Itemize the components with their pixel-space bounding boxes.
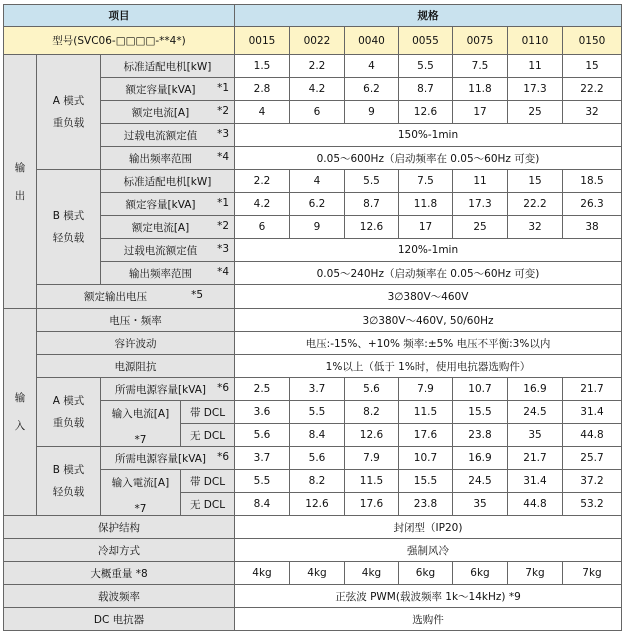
dcl-label: 带 DCL xyxy=(181,470,235,493)
model-col: 0040 xyxy=(345,27,399,55)
cell: 38 xyxy=(563,216,622,239)
cell: 7.5 xyxy=(399,170,453,193)
cell: 5.5 xyxy=(290,401,345,424)
model-col: 0055 xyxy=(399,27,453,55)
cell: 5.5 xyxy=(345,170,399,193)
cell: 11 xyxy=(453,170,508,193)
row-label: 输出频率范围 *4 xyxy=(101,147,235,170)
model-col: 0110 xyxy=(508,27,563,55)
cell: 53.2 xyxy=(563,493,622,516)
cell: 31.4 xyxy=(508,470,563,493)
cell: 24.5 xyxy=(508,401,563,424)
span-cell: 3∅380V～460V, 50/60Hz xyxy=(235,309,622,332)
table-row xyxy=(4,539,622,562)
row-label: DC 电抗器 xyxy=(4,608,235,631)
cell: 1.5 xyxy=(235,55,290,78)
cell: 9 xyxy=(345,101,399,124)
cell: 12.6 xyxy=(290,493,345,516)
output-a-mode-label: A 模式 重负载 xyxy=(37,55,101,170)
cell: 8.4 xyxy=(235,493,290,516)
row-label: 额定容量[kVA] *1 xyxy=(101,78,235,101)
cell: 2.2 xyxy=(235,170,290,193)
cell: 4 xyxy=(345,55,399,78)
cell: 25 xyxy=(453,216,508,239)
cell: 5.5 xyxy=(235,470,290,493)
model-col: 0022 xyxy=(290,27,345,55)
table-row xyxy=(4,447,622,470)
cell: 3.6 xyxy=(235,401,290,424)
cell: 6kg xyxy=(453,562,508,585)
cell: 7kg xyxy=(508,562,563,585)
table-row xyxy=(4,585,622,608)
dcl-label: 无 DCL xyxy=(181,424,235,447)
cell: 31.4 xyxy=(563,401,622,424)
cell: 24.5 xyxy=(453,470,508,493)
row-label: 输出频率范围 *4 xyxy=(101,262,235,285)
row-label: 输入电流[A] *7 xyxy=(101,401,181,447)
cell: 17 xyxy=(399,216,453,239)
cell: 7kg xyxy=(563,562,622,585)
cell: 12.6 xyxy=(399,101,453,124)
span-cell: 封闭型（IP20) xyxy=(235,516,622,539)
cell: 8.2 xyxy=(290,470,345,493)
table-row xyxy=(4,562,622,585)
cell: 4kg xyxy=(235,562,290,585)
cell: 35 xyxy=(508,424,563,447)
cell: 26.3 xyxy=(563,193,622,216)
cell: 17 xyxy=(453,101,508,124)
cell: 7.9 xyxy=(399,378,453,401)
row-label: 额定容量[kVA] *1 xyxy=(101,193,235,216)
cell: 11.8 xyxy=(399,193,453,216)
row-label: 电源阻抗 xyxy=(37,355,235,378)
cell: 4.2 xyxy=(235,193,290,216)
cell: 4kg xyxy=(345,562,399,585)
cell: 32 xyxy=(508,216,563,239)
row-label: 所需电源容量[kVA] *6 xyxy=(101,447,235,470)
header-spec: 规格 xyxy=(235,5,622,27)
cell: 35 xyxy=(453,493,508,516)
cell: 12.6 xyxy=(345,216,399,239)
row-label: 额定输出电压 *5 xyxy=(37,285,235,309)
row-label: 冷却方式 xyxy=(4,539,235,562)
cell: 17.3 xyxy=(508,78,563,101)
cell: 21.7 xyxy=(508,447,563,470)
cell: 11 xyxy=(508,55,563,78)
cell: 25.7 xyxy=(563,447,622,470)
table-row xyxy=(4,608,622,631)
row-label: 额定电流[A] *2 xyxy=(101,101,235,124)
row-label: 保护结构 xyxy=(4,516,235,539)
cell: 23.8 xyxy=(399,493,453,516)
cell: 4 xyxy=(290,170,345,193)
span-cell: 正弦波 PWM(载波频率 1k～14kHz) *9 xyxy=(235,585,622,608)
cell: 4.2 xyxy=(290,78,345,101)
cell: 17.6 xyxy=(399,424,453,447)
row-label: 标准适配电机[kW] xyxy=(101,170,235,193)
cell: 44.8 xyxy=(563,424,622,447)
table-row xyxy=(4,378,622,401)
cell: 4kg xyxy=(290,562,345,585)
cell: 5.6 xyxy=(235,424,290,447)
span-cell: 1%以上（低于 1%时，使用电抗器选购件） xyxy=(235,355,622,378)
cell: 17.3 xyxy=(453,193,508,216)
row-label: 大概重量 *8 xyxy=(4,562,235,585)
cell: 32 xyxy=(563,101,622,124)
row-label: 所需电源容量[kVA] *6 xyxy=(101,378,235,401)
cell: 8.4 xyxy=(290,424,345,447)
row-label: 标准适配电机[kW] xyxy=(101,55,235,78)
cell: 8.7 xyxy=(399,78,453,101)
table-row xyxy=(4,55,622,78)
span-cell: 150%-1min xyxy=(235,124,622,147)
cell: 44.8 xyxy=(508,493,563,516)
span-cell: 强制风冷 xyxy=(235,539,622,562)
spec-table xyxy=(3,4,622,631)
cell: 11.8 xyxy=(453,78,508,101)
span-cell: 3∅380V～460V xyxy=(235,285,622,309)
cell: 6.2 xyxy=(290,193,345,216)
cell: 6 xyxy=(290,101,345,124)
model-col: 0150 xyxy=(563,27,622,55)
cell: 2.8 xyxy=(235,78,290,101)
cell: 16.9 xyxy=(453,447,508,470)
row-label: 额定电流[A] *2 xyxy=(101,216,235,239)
span-cell: 选购件 xyxy=(235,608,622,631)
span-cell: 0.05～600Hz（启动频率在 0.05～60Hz 可变) xyxy=(235,147,622,170)
cell: 22.2 xyxy=(563,78,622,101)
cell: 15 xyxy=(563,55,622,78)
dcl-label: 带 DCL xyxy=(181,401,235,424)
cell: 2.5 xyxy=(235,378,290,401)
table-row xyxy=(4,170,622,193)
model-col: 0075 xyxy=(453,27,508,55)
cell: 23.8 xyxy=(453,424,508,447)
cell: 5.6 xyxy=(345,378,399,401)
table-row xyxy=(4,355,622,378)
cell: 6.2 xyxy=(345,78,399,101)
table-row xyxy=(4,332,622,355)
row-label: 过载电流额定值 *3 xyxy=(101,124,235,147)
cell: 10.7 xyxy=(453,378,508,401)
cell: 8.2 xyxy=(345,401,399,424)
output-b-mode-label: B 模式 轻负载 xyxy=(37,170,101,285)
input-b-mode-label: B 模式 轻负载 xyxy=(37,447,101,516)
row-label: 输入電流[A] *7 xyxy=(101,470,181,516)
cell: 2.2 xyxy=(290,55,345,78)
cell: 11.5 xyxy=(345,470,399,493)
cell: 12.6 xyxy=(345,424,399,447)
cell: 25 xyxy=(508,101,563,124)
cell: 6kg xyxy=(399,562,453,585)
cell: 9 xyxy=(290,216,345,239)
model-col: 0015 xyxy=(235,27,290,55)
cell: 15.5 xyxy=(453,401,508,424)
cell: 22.2 xyxy=(508,193,563,216)
cell: 5.5 xyxy=(399,55,453,78)
cell: 15 xyxy=(508,170,563,193)
span-cell: 120%-1min xyxy=(235,239,622,262)
span-cell: 0.05～240Hz（启动频率在 0.05～60Hz 可变) xyxy=(235,262,622,285)
cell: 21.7 xyxy=(563,378,622,401)
header-item: 项目 xyxy=(4,5,235,27)
model-row xyxy=(4,27,622,55)
dcl-label: 无 DCL xyxy=(181,493,235,516)
table-row xyxy=(4,285,622,309)
cell: 5.6 xyxy=(290,447,345,470)
cell: 3.7 xyxy=(235,447,290,470)
cell: 15.5 xyxy=(399,470,453,493)
cell: 8.7 xyxy=(345,193,399,216)
input-category: 输 入 xyxy=(4,309,37,516)
model-label: 型号(SVC06-□□□□-**4*) xyxy=(4,27,235,55)
row-label: 电压・频率 xyxy=(37,309,235,332)
cell: 16.9 xyxy=(508,378,563,401)
cell: 3.7 xyxy=(290,378,345,401)
cell: 7.9 xyxy=(345,447,399,470)
cell: 4 xyxy=(235,101,290,124)
cell: 37.2 xyxy=(563,470,622,493)
output-category: 输 出 xyxy=(4,55,37,309)
cell: 11.5 xyxy=(399,401,453,424)
row-label: 载波频率 xyxy=(4,585,235,608)
cell: 10.7 xyxy=(399,447,453,470)
row-label: 容许波动 xyxy=(37,332,235,355)
table-row xyxy=(4,309,622,332)
span-cell: 电压:-15%、+10% 频率:±5% 电压不平衡:3%以内 xyxy=(235,332,622,355)
table-row xyxy=(4,516,622,539)
cell: 17.6 xyxy=(345,493,399,516)
header-row xyxy=(4,5,622,27)
input-a-mode-label: A 模式 重负载 xyxy=(37,378,101,447)
cell: 7.5 xyxy=(453,55,508,78)
cell: 18.5 xyxy=(563,170,622,193)
cell: 6 xyxy=(235,216,290,239)
row-label: 过载电流额定值 *3 xyxy=(101,239,235,262)
